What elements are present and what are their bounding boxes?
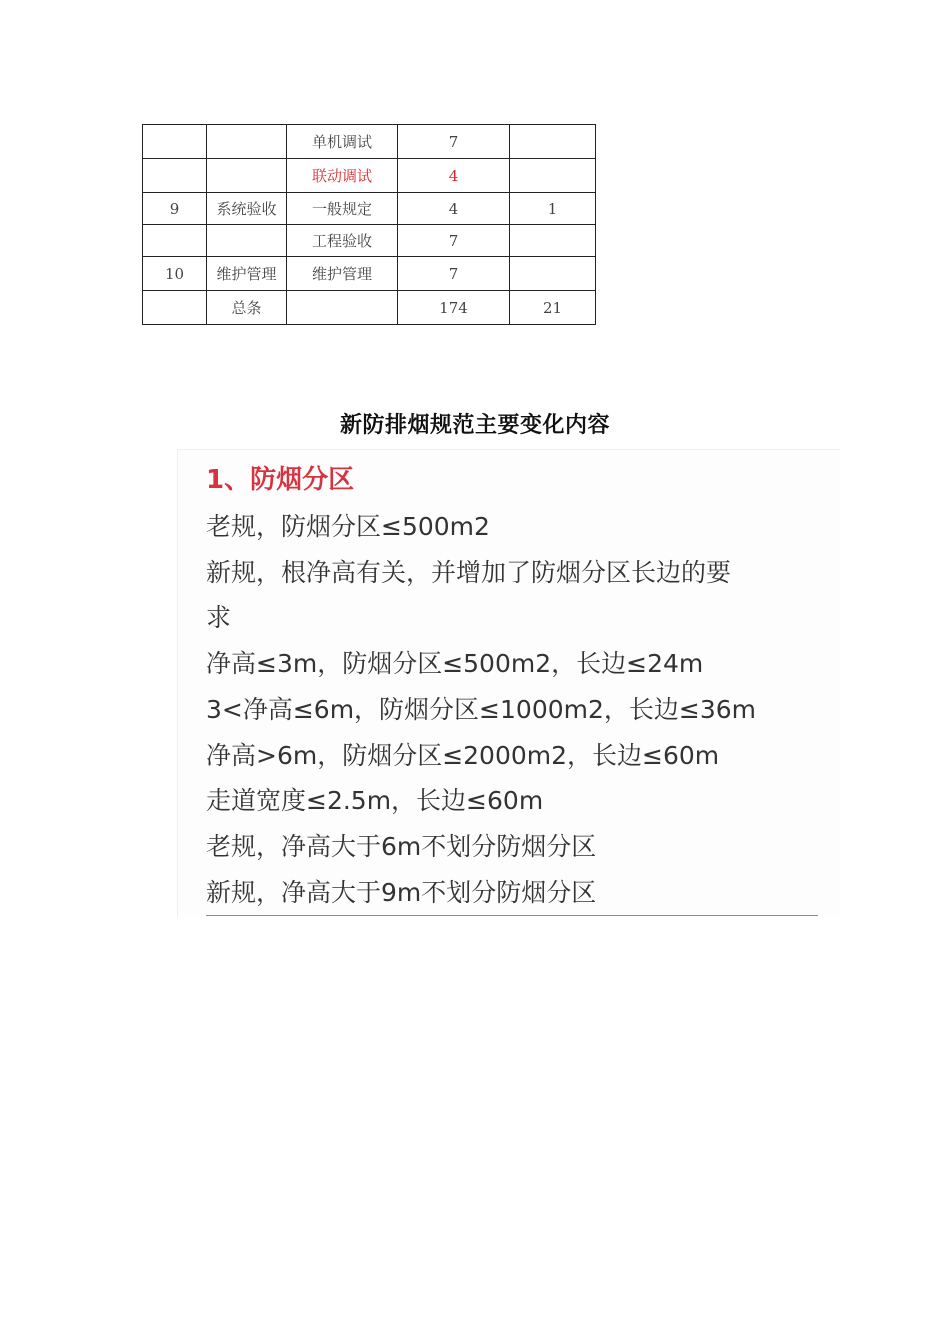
- card-line: 3<净高≤6m，防烟分区≤1000m2，长边≤36m: [206, 694, 757, 724]
- card-line: 老规，防烟分区≤500m2: [206, 512, 490, 541]
- table-cell: [207, 225, 287, 257]
- table-cell: 4: [398, 193, 510, 225]
- table-cell: 7: [398, 225, 510, 257]
- table-cell: 9: [143, 193, 207, 225]
- table-row: [143, 257, 596, 291]
- table-cell: [510, 159, 596, 193]
- card-line: 走道宽度≤2.5m，长边≤60m: [206, 786, 544, 816]
- card-divider: [206, 915, 818, 916]
- card-line: 新规，净高大于9m不划分防烟分区: [206, 877, 597, 907]
- table-row: [143, 225, 596, 257]
- table-cell: 系统验收: [207, 193, 287, 225]
- table-cell: [510, 125, 596, 159]
- section-heading: 新防排烟规范主要变化内容: [339, 413, 610, 438]
- table-cell: [510, 225, 596, 257]
- card-line: 老规，净高大于6m不划分防烟分区: [206, 831, 597, 861]
- card-line: 求: [206, 603, 232, 633]
- card-line: 净高≤3m，防烟分区≤500m2，长边≤24m: [206, 649, 704, 679]
- table-cell: 7: [398, 257, 510, 291]
- card-lines: [206, 504, 836, 915]
- table-row: [143, 159, 596, 193]
- table-cell: 维护管理: [287, 257, 398, 291]
- table-cell: 单机调试: [287, 125, 398, 159]
- table-cell: [207, 125, 287, 159]
- spec-table: [142, 124, 596, 325]
- table-cell: [510, 257, 596, 291]
- table-cell-highlighted: 4: [398, 159, 510, 193]
- table-cell: 工程验收: [287, 225, 398, 257]
- table-cell: [207, 159, 287, 193]
- table-cell: 10: [143, 257, 207, 291]
- table-cell-highlighted: 联动调试: [287, 159, 398, 193]
- table-row: [143, 125, 596, 159]
- table-row: [143, 193, 596, 225]
- table-cell: 1: [510, 193, 596, 225]
- table-cell: 总条: [207, 291, 287, 325]
- table-cell: 21: [510, 291, 596, 325]
- table-cell: 一般规定: [287, 193, 398, 225]
- table-cell: 维护管理: [207, 257, 287, 291]
- smoke-zone-card: [177, 449, 840, 917]
- table-row: [143, 291, 596, 325]
- table-cell: [143, 225, 207, 257]
- table-cell: [143, 159, 207, 193]
- table-cell: [287, 291, 398, 325]
- card-title: 1、防烟分区: [206, 465, 355, 495]
- card-line: 净高>6m，防烟分区≤2000m2，长边≤60m: [206, 740, 720, 770]
- table-cell: 174: [398, 291, 510, 325]
- table-cell: [143, 125, 207, 159]
- table-cell: 7: [398, 125, 510, 159]
- card-line: 新规，根净高有关，并增加了防烟分区长边的要: [206, 557, 732, 587]
- table-cell: [143, 291, 207, 325]
